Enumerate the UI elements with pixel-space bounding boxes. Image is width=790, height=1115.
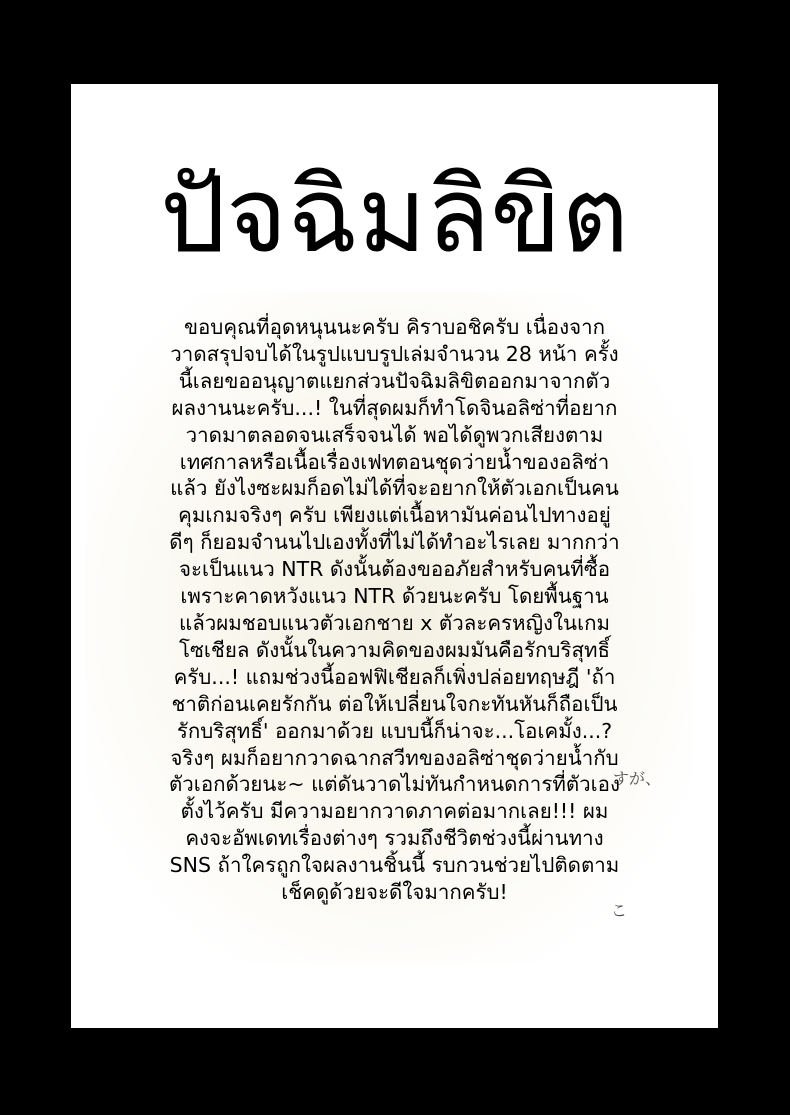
body-line: SNS ถ้าใครถูกใจผลงานชิ้นนี้ รบกวนช่วยไปติดตาม [169, 853, 620, 878]
body-line: ตัวเอกด้วยนะ~ แต่ดันวาดไม่ทันกำหนดการที่ตัวเอง [168, 772, 620, 797]
body-line: แล้ว ยังไงซะผมก็อดไม่ได้ที่จะอยากให้ตัวเอกเป็นคน [170, 476, 619, 501]
body-line: ดีๆ ก็ยอมจำนนไปเองทั้งที่ไม่ได้ทำอะไรเลย มากกว่า [169, 530, 620, 555]
background-japanese-fragment: すが、 [613, 769, 662, 788]
body-line: รักบริสุทธิ์' ออกมาด้วย แบบนี้ก็น่าจะ...โอเคมั้ง...? [176, 718, 613, 743]
body-line: วาดสรุปจบได้ในรูปแบบรูปเล่มจำนวน 28 หน้า ครั้ง [170, 341, 619, 366]
body-line: แล้วผมชอบแนวตัวเอกชาย x ตัวละครหญิงในเกม [178, 610, 610, 635]
body-line: คงจะอัพเดทเรื่องต่างๆ รวมถึงชีวิตช่วงนี้ผ่านทาง [185, 826, 604, 851]
body-line: เทศกาลหรือเนื้อเรื่องเฟทตอนชุดว่ายน้ำของอลิซ่า [179, 449, 610, 474]
body-line: ผลงานนะครับ...! ในที่สุดผมก็ทำโดจินอลิซ่าที่อยาก [171, 395, 618, 420]
body-line: ขอบคุณที่อุดหนุนนะครับ คิราบอชิครับ เนื่องจาก [183, 315, 606, 339]
body-line: ตั้งไว้ครับ มีความอยากวาดภาคต่อมากเลย!!! ผม [180, 799, 609, 824]
body-line: คุมเกมจริงๆ ครับ เพียงแต่เนื้อหามันค่อนไปทางอยู่ [178, 503, 611, 528]
page-title: ปัจฉิมลิขิต [160, 154, 629, 276]
body-line: ชาติก่อนเคยรักกัน ต่อให้เปลี่ยนใจกะทันหันก็ถือเป็น [171, 691, 618, 716]
body-line: จริงๆ ผมก็อยากวาดฉากสวีทของอลิซ่าชุดว่ายน้ำกับ [170, 745, 619, 770]
body-line: เพราะคาดหวังแนว NTR ด้วยนะครับ โดยพื้นฐาน [180, 584, 609, 609]
afterword-body-text [71, 314, 718, 906]
body-line: วาดมาตลอดจนเสร็จจนได้ พอได้ดูพวกเสียงตาม [185, 422, 604, 447]
body-line: นี้เลยขออนุญาตแยกส่วนปัจฉิมลิขิตออกมาจากตัว [178, 368, 611, 393]
body-line: โซเชียล ดังนั้นในความคิดของผมมันคือรักบริสุทธิ์ [179, 637, 610, 662]
afterword-page [71, 84, 718, 1028]
body-line: จะเป็นแนว NTR ดังนั้นต้องขออภัยสำหรับคนที่ซื้อ [178, 557, 611, 582]
body-line: เช็คดูด้วยจะดีใจมากครับ! [281, 880, 508, 905]
background-japanese-fragment: こ [611, 901, 628, 920]
body-line: ครับ...! แถมช่วงนี้ออฟฟิเชียลก็เพิ่งปล่อยทฤษฎี 'ถ้า [173, 664, 616, 689]
